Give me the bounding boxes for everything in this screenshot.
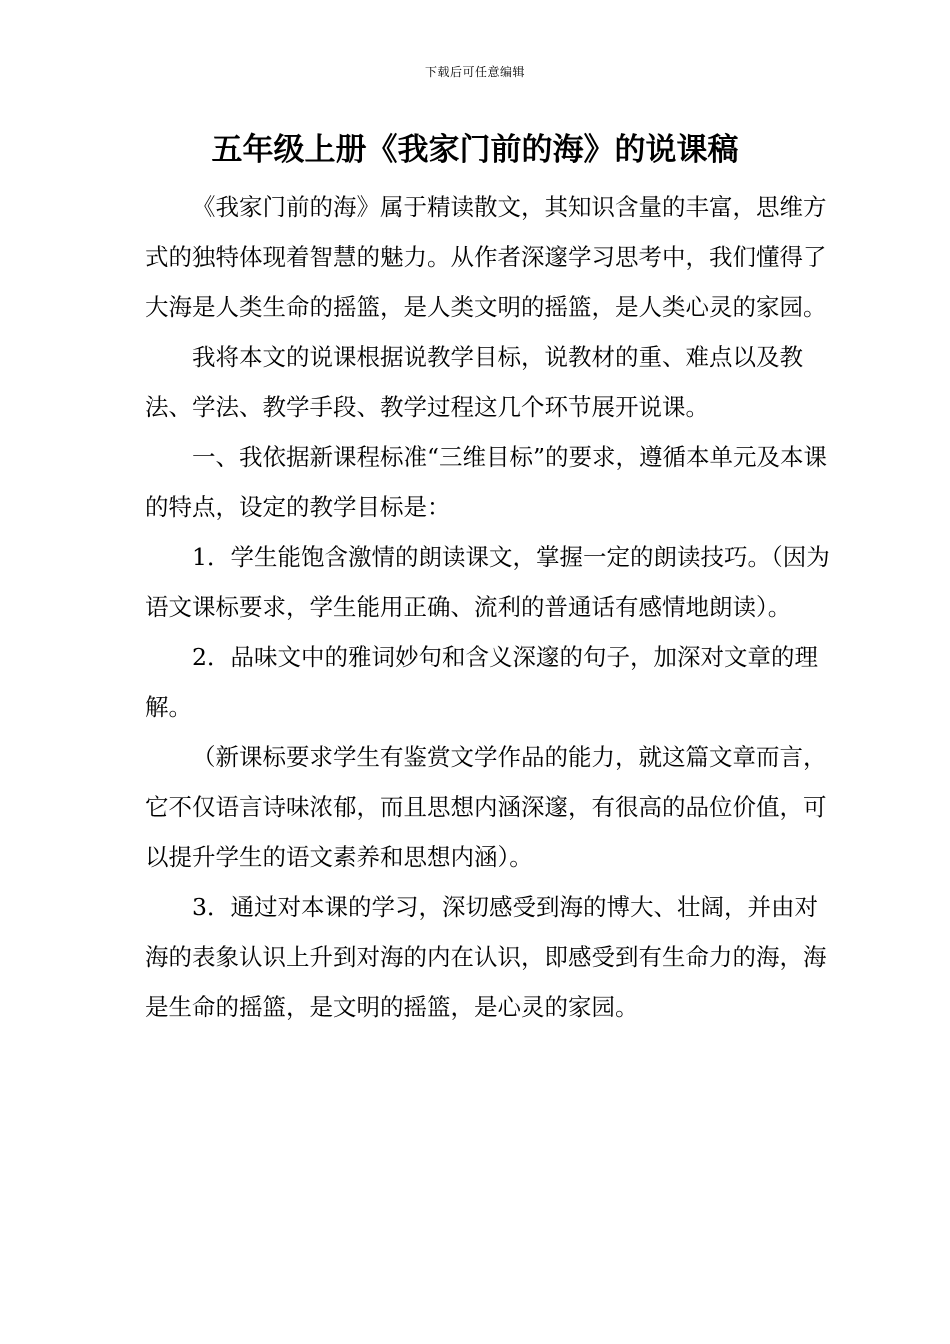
paragraph-goal-1: 1．学生能饱含激情的朗读课文，掌握一定的朗读技巧。（因为语文课标要求，学生能用正确、流利的普通话有感情地朗读）。	[145, 543, 830, 621]
document-body	[145, 182, 835, 1032]
paragraph-section-one: 一、我依据新课程标准“三维目标”的要求，遵循本单元及本课的特点，设定的教学目标是：	[145, 443, 828, 521]
document-title: 五年级上册《我家门前的海》的说课稿	[211, 132, 739, 168]
paragraph-goal-2: 2．品味文中的雅词妙句和含义深邃的句子，加深对文章的理解。	[145, 643, 818, 721]
paragraph-outline: 我将本文的说课根据说教学目标，说教材的重、难点以及教法、学法、教学手段、教学过程这几个环节展开说课。	[145, 343, 803, 421]
paragraph-goal-2-note: （新课标要求学生有鉴赏文学作品的能力，就这篇文章而言，它不仅语言诗味浓郁，而且思想内涵深邃，有很高的品位价值，可以提升学生的语文素养和思想内涵）。	[145, 743, 827, 871]
paragraph-goal-3: 3．通过对本课的学习，深切感受到海的博大、壮阔，并由对海的表象认识上升到对海的内在认识，即感受到有生命力的海，海是生命的摇篮，是文明的摇篮，是心灵的家园。	[145, 893, 827, 1021]
paragraph-intro: 《我家门前的海》属于精读散文，其知识含量的丰富，思维方式的独特体现着智慧的魅力。从作者深邃学习思考中，我们懂得了大海是人类生命的摇篮，是人类文明的摇篮，是人类心灵的家园。	[145, 193, 827, 321]
header-note: 下载后可任意编辑	[424, 65, 525, 79]
